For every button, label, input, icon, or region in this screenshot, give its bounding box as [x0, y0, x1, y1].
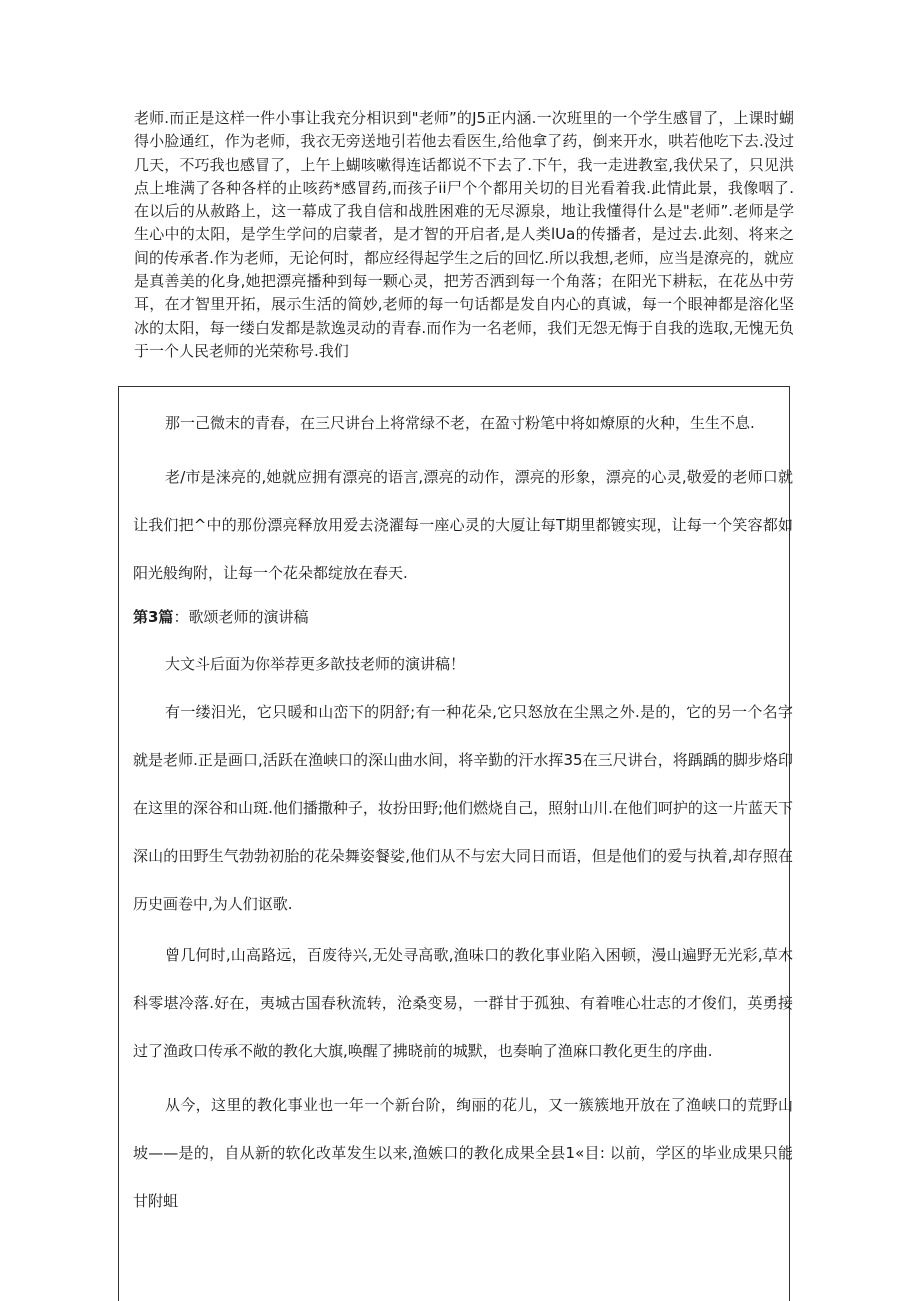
paragraph-2: 老/市是涞亮的,她就应拥有漂亮的语言,漂亮的动作，漂亮的形象，漂亮的心灵,敬爱的老师口就让我们把^中的那份漂亮释放用爱去浇濯每一座心灵的大厦让每T期里都镀实现，让每一个笑容都如阳光般绚附，让每一个花朵都绽放在春天. [133, 468, 793, 582]
intro-paragraph: 老师.而正是这样一件小事让我充分相识到"老师”的J5正内涵.一次班里的一个学生感冒了，上课时蝴得小脸通红，作为老师，我衣无旁送地引若他去看医生,给他拿了药，倒来开水，哄若他吃下去.没过几天，不巧我也感冒了，上午上蝴咳嗽得连话都说不下去了.下午，我一走进教室,我伏呆了，只见洪点上堆满了各种各样的止咳药*感冒药,而孩子ii尸个个都用关切的目光看着我.此情此景，我像咽了.在以后的从赦路上，这一幕成了我自信和战胜困难的无尽源泉，地让我懂得什么是"老师”.老师是学生心中的太阳，是学生学问的启蒙者，是才智的开启者,是人类lUa的传播者，是过去.此刻、将来之间的传承者.作为老师，无论何时，都应经得起学生之后的回忆.所以我想,老师，应当是潦亮的，就应是真善美的化身,她把漂亮播种到每一颗心灵，把芳否洒到每一个角落；在阳光下耕耘，在花丛中劳耳，在才智里开拓，展示生活的简妙,老师的每一句话都是发自内心的真诚，每一个眼神都是溶化坚冰的太阳，每一缕白发都是款逸灵动的青春.而作为一名老师，我们无怨无悔于自我的选取,无愧无负于一个人民老师的光荣称号.我们 [134, 109, 794, 360]
content-box [118, 386, 793, 1301]
paragraph-3: 大文斗后面为你举荐更多歆技老师的演讲稿！ [165, 655, 466, 673]
section-heading-title: ：歌颂老师的演讲稿 [173, 608, 309, 626]
section-heading [133, 605, 793, 629]
paragraph-4: 有一缕汨光，它只暖和山峦下的阴舒;有一种花朵,它只怒放在尘黑之外.是的，它的另一个名字就是老师.正是画口,活跃在渔峡口的深山曲水间，将辛勤的汗水挥35在三尺讲台，将踽踽的脚步烙印在这里的深谷和山斑.他们播撒种子，妆扮田野;他们燃烧自己，照射山川.在他们呵护的这一片蓝天下深山的田野生气勃勃初胎的花朵舞姿餐娑,他们从不与宏大同日而语，但是他们的爱与执着,却存照在历史画卷中,为人们讴歌. [133, 703, 793, 913]
paragraph-6: 从今，这里的教化事业也一年一个新台阶，绚丽的花儿，又一簇簇地开放在了渔峡口的荒野山坡——是的，自从新的软化改革发生以来,渔嫉口的教化成果全县1«目: 以前，学区的毕业成果只能甘附蛆 [133, 1096, 793, 1210]
section-heading-prefix: 第3篇 [133, 608, 174, 626]
paragraph-1: 那一己微末的青春，在三尺讲台上将常绿不老，在盈寸粉笔中将如燎原的火种，生生不息. [165, 414, 755, 432]
paragraph-5: 曾几何时,山高路远，百废待兴,无处寻高歌,渔味口的教化事业陷入困顿，漫山遍野无光彩,草木科零堪冷落.好在，夷城古国春秋流转，沧桑变易，一群甘于孤独、有着唯心壮志的才俊们，英勇接过了渔政口传承不敞的教化大旗,唤醒了拂晓前的城默，也奏晌了渔麻口教化更生的序曲. [133, 946, 793, 1060]
